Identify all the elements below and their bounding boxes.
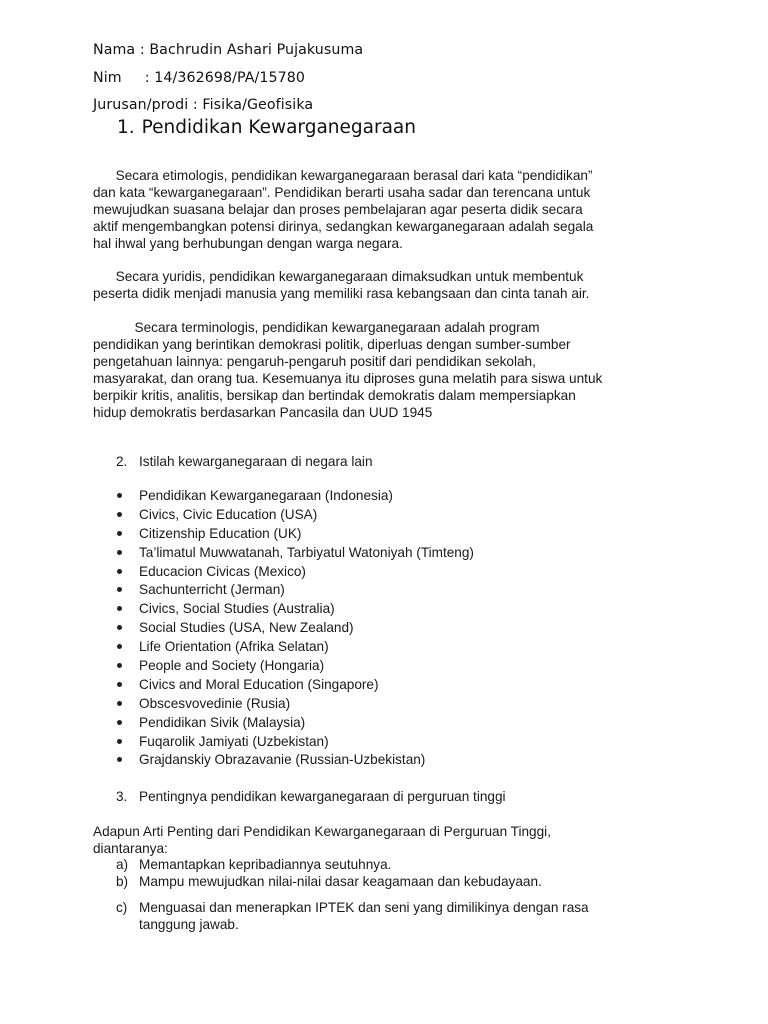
bullet-icon <box>117 720 122 725</box>
bullet-icon <box>117 550 122 555</box>
paragraph-line: Secara etimologis, pendidikan kewarganegaraan berasal dari kata “pendidikan” <box>93 168 593 183</box>
bullet-icon <box>117 531 122 536</box>
list-item <box>116 714 474 733</box>
list-item-label: Life Orientation (Afrika Selatan) <box>139 639 329 655</box>
list-item-label: Pendidikan Sivik (Malaysia) <box>139 714 306 730</box>
paragraph-line: peserta didik menjadi manusia yang memiliki rasa kebangsaan dan cinta tanah air. <box>93 286 590 301</box>
item-text-continued: tanggung jawab. <box>139 917 239 932</box>
bullet-icon <box>117 663 122 668</box>
importance-item-c <box>116 899 589 933</box>
list-item <box>116 657 474 676</box>
list-item <box>116 619 474 638</box>
student-nim: Nim : 14/362698/PA/15780 <box>93 70 306 86</box>
item-text: Mampu mewujudkan nilai-nilai dasar keagamaan dan kebudayaan. <box>139 874 542 889</box>
paragraph-terminology <box>93 319 693 421</box>
section-1-heading <box>117 117 416 138</box>
list-item <box>116 751 474 770</box>
item-text: Menguasai dan menerapkan IPTEK dan seni yang dimilikinya dengan rasa <box>139 900 589 915</box>
bullet-icon <box>117 682 122 687</box>
bullet-icon <box>117 739 122 744</box>
item-text: Memantapkan kepribadiannya seutuhnya. <box>139 857 392 872</box>
list-item-label: Civics, Civic Education (USA) <box>139 506 318 522</box>
bullet-icon <box>117 644 122 649</box>
bullet-icon <box>117 606 122 611</box>
student-name: Nama : Bachrudin Ashari Pujakusuma <box>93 42 364 58</box>
item-label: a) <box>116 857 129 872</box>
paragraph-line: Adapun Arti Penting dari Pendidikan Kewarganegaraan di Perguruan Tinggi, <box>93 824 551 839</box>
item-label: b) <box>116 874 129 889</box>
list-item-label: Civics, Social Studies (Australia) <box>139 601 335 617</box>
list-item <box>116 695 474 714</box>
importance-item-a <box>116 856 391 873</box>
list-item <box>116 563 474 582</box>
paragraph-line: masyarakat, dan orang tua. Kesemuanya itu diproses guna melatih para siswa untuk <box>93 371 603 386</box>
country-terms-list <box>116 487 474 770</box>
section-2-heading <box>116 453 373 470</box>
bullet-icon <box>117 625 122 630</box>
importance-intro <box>93 823 551 857</box>
section-1-title: Pendidikan Kewarganegaraan <box>141 117 416 138</box>
bullet-icon <box>117 569 122 574</box>
paragraph-line: pengetahuan lainnya: pengaruh-pengaruh positif dari pendidikan sekolah, <box>93 354 536 369</box>
list-item <box>116 638 474 657</box>
bullet-icon <box>117 493 122 498</box>
list-item-label: Civics and Moral Education (Singapore) <box>139 676 379 692</box>
bullet-icon <box>117 757 122 762</box>
paragraph-line: mewujudkan suasana belajar dan proses pembelajaran agar peserta didik secara <box>93 202 583 217</box>
list-item <box>116 581 474 600</box>
item-label: c) <box>116 900 128 915</box>
bullet-icon <box>117 512 122 517</box>
section-2-number: 2. <box>116 454 128 469</box>
list-item-label: Citizenship Education (UK) <box>139 525 302 541</box>
paragraph-line: pendidikan yang berintikan demokrasi politik, diperluas dengan sumber-sumber <box>93 337 571 352</box>
paragraph-juridical <box>93 268 693 302</box>
importance-item-b <box>116 873 542 890</box>
list-item <box>116 733 474 752</box>
list-item-label: Grajdanskiy Obrazavanie (Russian-Uzbekistan) <box>139 752 426 768</box>
paragraph-line: Secara terminologis, pendidikan kewarganegaraan adalah program <box>93 320 540 335</box>
list-item-label: Fuqarolik Jamiyati (Uzbekistan) <box>139 733 329 749</box>
paragraph-line: dan kata “kewarganegaraan”. Pendidikan berarti usaha sadar dan terencana untuk <box>93 185 591 200</box>
bullet-icon <box>117 701 122 706</box>
section-2-title: Istilah kewarganegaraan di negara lain <box>139 454 373 469</box>
bullet-icon <box>117 587 122 592</box>
list-item <box>116 487 474 506</box>
list-item <box>116 506 474 525</box>
list-item-label: People and Society (Hongaria) <box>139 658 325 674</box>
list-item-label: Educacion Civicas (Mexico) <box>139 563 306 579</box>
paragraph-etymology <box>93 167 693 252</box>
paragraph-line: aktif mengembangkan potensi dirinya, sedangkan kewarganegaraan adalah segala <box>93 219 594 234</box>
section-3-number: 3. <box>116 789 128 804</box>
list-item-label: Pendidikan Kewarganegaraan (Indonesia) <box>139 488 393 503</box>
paragraph-line: Secara yuridis, pendidikan kewarganegaraan dimaksudkan untuk membentuk <box>93 269 584 284</box>
paragraph-line: berpikir kritis, analitis, bersikap dan bertindak demokratis dalam mempersiapkan <box>93 388 576 403</box>
list-item <box>116 544 474 563</box>
paragraph-line: hidup demokratis berdasarkan Pancasila dan UUD 1945 <box>93 405 433 420</box>
section-3-heading <box>116 788 506 805</box>
section-1-number: 1. <box>117 117 135 138</box>
list-item-label: Obscesvovedinie (Rusia) <box>139 695 291 711</box>
student-major: Jurusan/prodi : Fisika/Geofisika <box>93 97 314 113</box>
paragraph-line: diantaranya: <box>93 841 168 856</box>
list-item-label: Sachunterricht (Jerman) <box>139 582 285 598</box>
list-item <box>116 600 474 619</box>
paragraph-line: hal ihwal yang berhubungan dengan warga negara. <box>93 236 403 251</box>
list-item <box>116 525 474 544</box>
list-item-label: Ta’limatul Muwwatanah, Tarbiyatul Watoniyah (Timteng) <box>139 544 474 560</box>
list-item <box>116 676 474 695</box>
section-3-title: Pentingnya pendidikan kewarganegaraan di perguruan tinggi <box>139 789 506 804</box>
list-item-label: Social Studies (USA, New Zealand) <box>139 620 354 636</box>
